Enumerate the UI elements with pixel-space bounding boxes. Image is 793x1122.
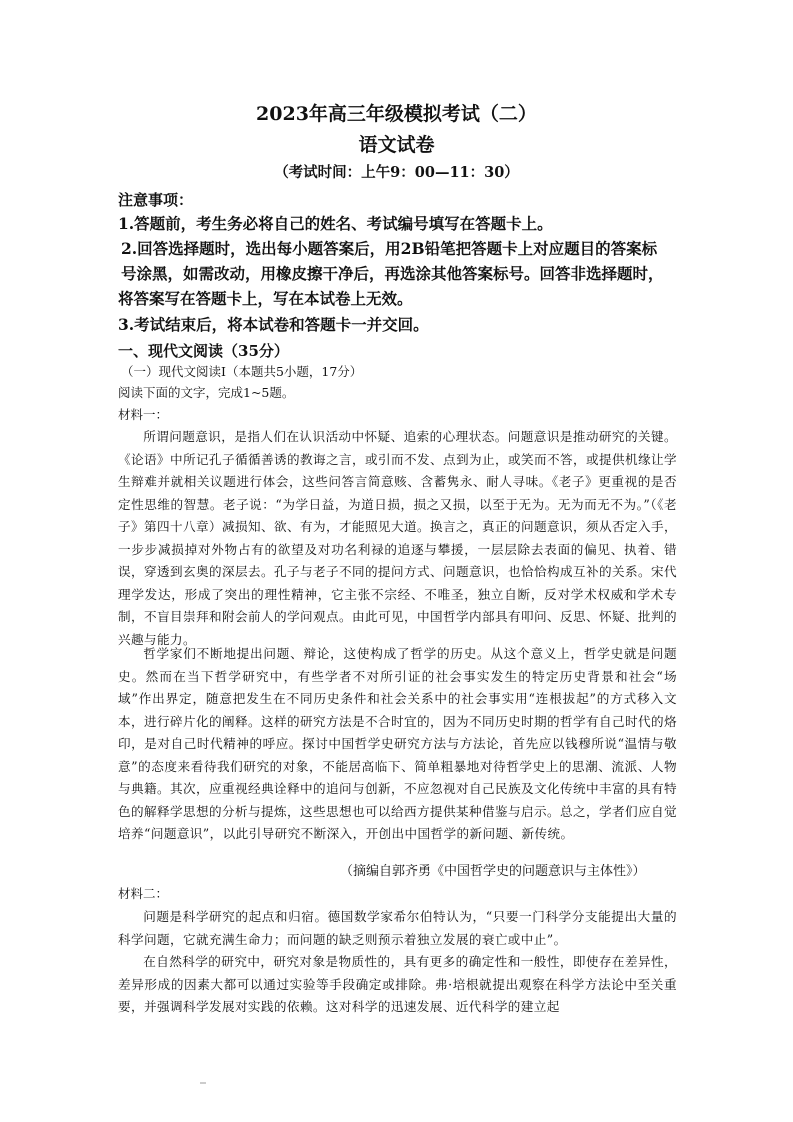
exam-time: （考试时间：上午9：00—11：30） <box>274 164 519 181</box>
subsection-heading: （一）现代文阅读Ⅰ（本题共5小题，17分） <box>121 364 363 379</box>
notice-item-1: 1.答题前，考生务必将自己的姓名、考试编号填写在答题卡上。 <box>118 214 553 233</box>
section-heading: 一、现代文阅读（35分） <box>118 342 289 360</box>
material-2-label: 材料二： <box>118 886 169 901</box>
exam-title: 2023年高三年级模拟考试（二） <box>256 103 537 125</box>
material-1-paragraph-1: 所谓问题意识，是指人们在认识活动中怀疑、追索的心理状态。问题意识是推动研究的关键。《论语》中所记孔子循循善诱的教诲之言，或引而不发、点到为止，或笑而不答，或提供机缘让学生辩难并就相关议题进行体会，这些问答言简意赅、含蓄隽永、耐人寻味。《老子》更重视的是否定性思维的智慧。老子说：“为学日益，为道日损，损之又损，以至于无为。无为而无不为。”（《老子》第四十八章）减损知、欲、有为，才能照见大道。换言之，真正的问题意识，须从否定入手，一步步减损掉对外物占有的欲望及对功名利禄的追逐与攀援，一层层除去表面的偏见、执着、错误，穿透到玄奥的深层去。孔子与老子不同的提问方式、问题意识，也恰恰构成互补的关系。宋代理学发达，形成了突出的理性精神，它主张不宗经、不唯圣，独立自断，反对学术权威和学术专制，不盲目崇拜和附会前人的学问观点。由此可见，中国哲学内部具有叩问、反思、怀疑、批判的兴趣与能力。 <box>118 429 677 647</box>
notice-item-2-line-2: 号涂黑，如需改动，用橡皮擦干净后，再选涂其他答案标号。回答非选择题时， <box>121 264 664 283</box>
material-1-label: 材料一： <box>118 407 169 422</box>
material-1-paragraph-2: 哲学家们不断地提出问题、辩论，这使构成了哲学的历史。从这个意义上，哲学史就是问题史。然而在当下哲学研究中，有些学者不对所引证的社会事实发生的特定历史背景和社会“场域”作出界定，随意把发生在不同历史条件和社会关系中的社会事实用“连根拔起”的方式移入文本，进行碎片化的阐释。这样的研究方法是不合时宜的，因为不同历史时期的哲学有自己时代的烙印，是对自己时代精神的呼应。探讨中国哲学史研究方法与方法论，首先应以钱穆所说“温情与敬意”的态度来看待我们研究的对象，不能居高临下、简单粗暴地对待哲学史上的思潮、流派、人物与典籍。其次，应重视经典诠释中的追问与创新，不应忽视对自己民族及文化传统中丰富的具有特色的解释学思想的分析与提炼，这些思想也可以给西方提供某种借鉴与启示。总之，学者们应自觉培养“问题意识”，以此引导研究不断深入，开创出中国哲学的新问题、新传统。 <box>118 646 677 841</box>
subject-title: 语文试卷 <box>358 134 435 156</box>
notice-item-3: 3.考试结束后，将本试卷和答题卡一并交回。 <box>118 315 429 334</box>
notice-item-2-line-3: 将答案写在答题卡上，写在本试卷上无效。 <box>118 289 413 308</box>
material-1-source: （摘编自郭齐勇《中国哲学史的问题意识与主体性》） <box>340 864 646 879</box>
material-2-paragraph-1: 问题是科学研究的起点和归宿。德国数学家希尔伯特认为，“只要一门科学分支能提出大量的科学问题，它就充满生命力；而问题的缺乏则预示着独立发展的衰亡或中止”。 <box>118 909 677 947</box>
material-2-paragraph-2: 在自然科学的研究中，研究对象是物质性的，具有更多的确定性和一般性，即使存在差异性，差异形成的因素大都可以通过实验等手段确定或排除。弗·培根就提出观察在科学方法论中至关重要，并强调科学发展对实践的依赖。这对科学的迅速发展、近代科学的建立起 <box>118 954 677 1014</box>
notice-heading: 注意事项： <box>118 191 194 209</box>
reading-instruction: 阅读下面的文字，完成1~5题。 <box>118 385 295 400</box>
page-footer-mark <box>200 1082 206 1084</box>
notice-item-2-line-1: 2.回答选择题时，选出每小题答案后，用2B铅笔把答题卡上对应题目的答案标 <box>121 239 658 258</box>
